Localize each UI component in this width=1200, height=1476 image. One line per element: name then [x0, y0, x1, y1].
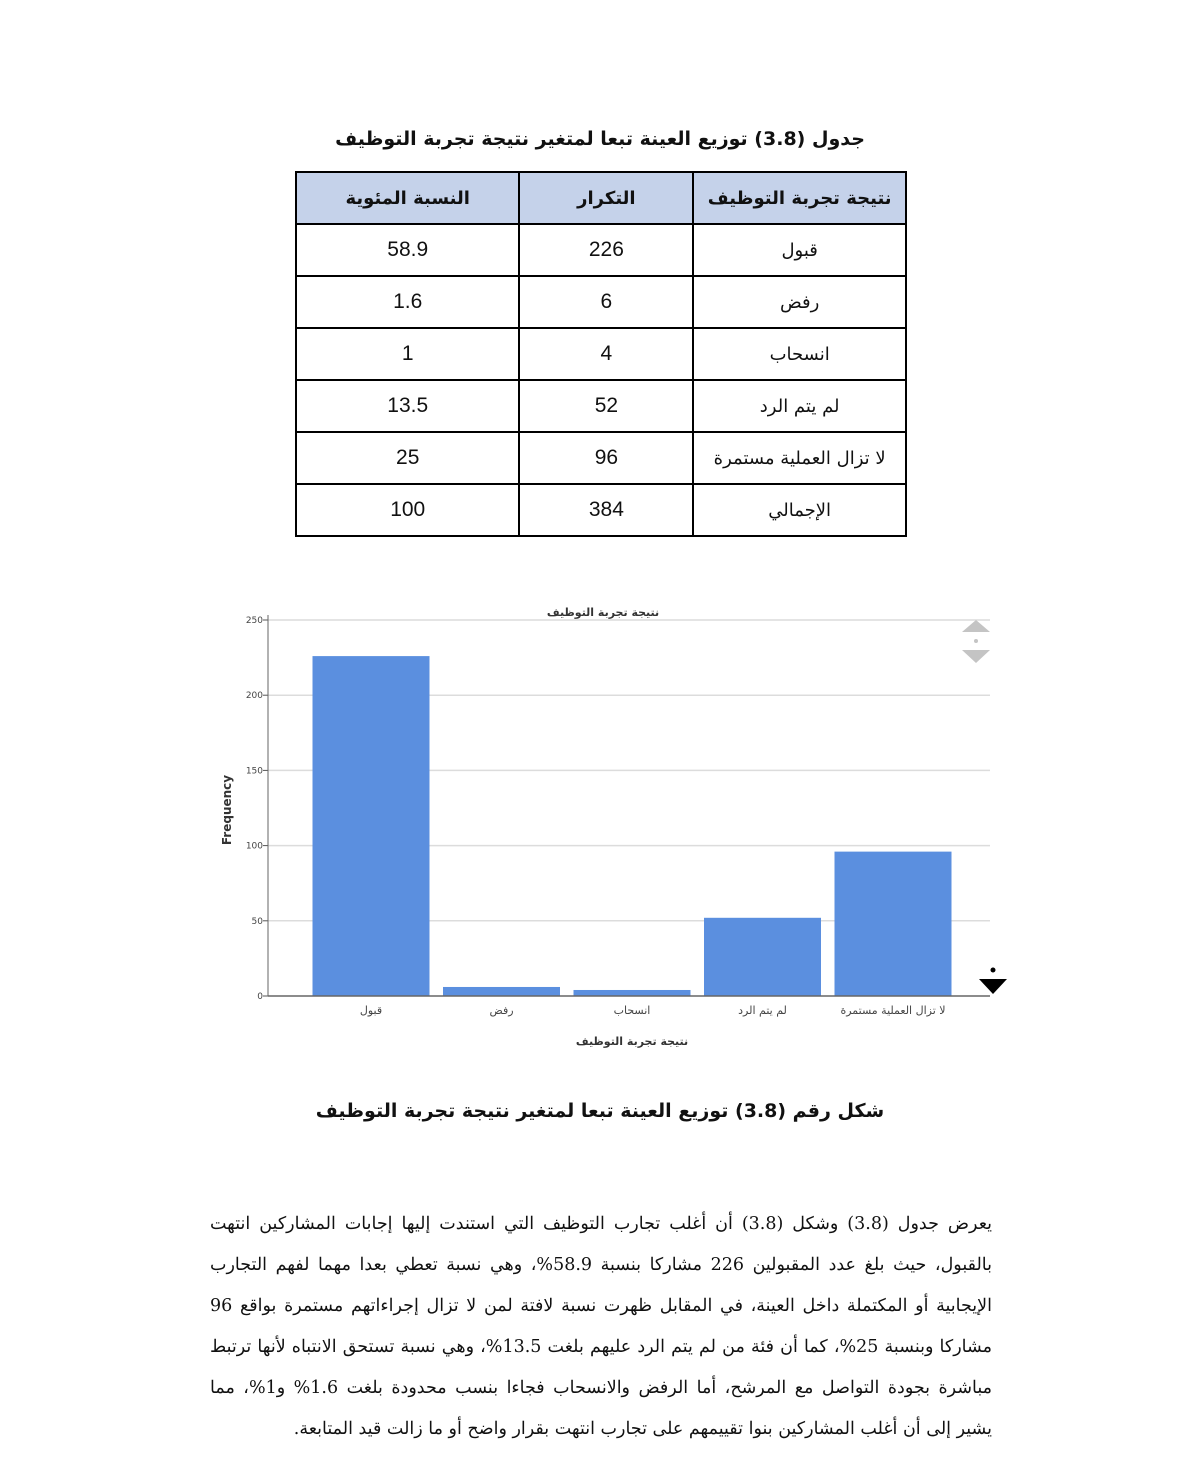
table-row — [296, 276, 906, 328]
triangle-down-icon — [962, 650, 990, 663]
table-caption: جدول (3.8) توزيع العينة تبعا لمتغير نتيجة تجربة التوظيف — [335, 128, 865, 150]
bar-chart — [200, 590, 1010, 1060]
cell-percent: 25 — [296, 432, 519, 484]
y-tick-label: 100 — [245, 841, 263, 852]
chart-svg — [200, 590, 1010, 1060]
bar — [704, 918, 821, 996]
header-category: نتيجة تجربة التوظيف — [693, 172, 906, 224]
cell-percent: 1.6 — [296, 276, 519, 328]
chart-title: نتيجة تجربة التوظيف — [546, 606, 660, 619]
triangle-up-icon — [962, 620, 990, 632]
y-tick-label: 250 — [245, 616, 263, 626]
table-row-total — [296, 484, 906, 536]
cell-percent: 1 — [296, 328, 519, 380]
x-tick-label: رفض — [489, 1004, 514, 1017]
cell-category: رفض — [693, 276, 906, 328]
cell-category: لم يتم الرد — [693, 380, 906, 432]
bar — [835, 852, 952, 996]
cell-frequency: 52 — [519, 380, 693, 432]
figure-caption: شكل رقم (3.8) توزيع العينة تبعا لمتغير نتيجة تجربة التوظيف — [315, 1100, 885, 1122]
x-tick-label: لا تزال العملية مستمرة — [840, 1004, 946, 1017]
table-header-row — [296, 172, 906, 224]
scroll-handle-icon[interactable] — [962, 620, 990, 663]
cell-frequency: 6 — [519, 276, 693, 328]
x-tick-label: قبول — [359, 1004, 383, 1017]
distribution-table — [295, 171, 907, 537]
y-tick-label: 150 — [245, 766, 263, 777]
cell-percent: 13.5 — [296, 380, 519, 432]
bar — [574, 990, 691, 996]
cell-percent: 100 — [296, 484, 519, 536]
table-row — [296, 224, 906, 276]
arrow-dot-icon — [991, 968, 996, 973]
header-percent: النسبة المئوية — [296, 172, 519, 224]
cell-frequency: 384 — [519, 484, 693, 536]
body-paragraph: يعرض جدول (3.8) وشكل (3.8) أن أغلب تجارب التوظيف التي استندت إليها إجابات المشاركين انتهت بالقبول، حيث بلغ عدد المقبولين 226 مشاركا بنسبة 58.9%، وهي نسبة تعطي بعدا مهما لفهم التجارب الإيجابية أو المكتملة داخل العينة، في المقابل ظهرت نسبة لافتة لمن لا تزال إجراءاتهم مستمرة بواقع 96 مشاركا وبنسبة 25%، كما أن فئة من لم يتم الرد عليهم بلغت 13.5%، وهي نسبة تستحق الانتباه لأنها ترتبط مباشرة بجودة التواصل مع المرشح، أما الرفض والانسحاب فجاءا بنسب محدودة بلغت 1.6% و1%، مما يشير إلى أن أغلب المشاركين بنوا تقييمهم على تجارب انتهت بقرار واضح أو ما زالت قيد المتابعة. — [210, 1214, 993, 1439]
x-tick-label: لم يتم الرد — [738, 1004, 787, 1017]
cell-percent: 58.9 — [296, 224, 519, 276]
cell-frequency: 4 — [519, 328, 693, 380]
table-row — [296, 380, 906, 432]
chart-bars — [313, 656, 952, 996]
cell-frequency: 96 — [519, 432, 693, 484]
x-tick-label: انسحاب — [613, 1004, 651, 1017]
y-axis-label: Frequency — [220, 774, 234, 846]
y-tick-label: 200 — [245, 691, 263, 702]
cell-category: الإجمالي — [693, 484, 906, 536]
resize-arrow-icon[interactable] — [979, 968, 1007, 995]
cell-category: قبول — [693, 224, 906, 276]
cell-category: لا تزال العملية مستمرة — [693, 432, 906, 484]
cell-category: انسحاب — [693, 328, 906, 380]
arrow-down-icon — [979, 979, 1007, 994]
handle-dot-icon — [974, 639, 978, 643]
header-frequency: التكرار — [519, 172, 693, 224]
y-tick-label: 0 — [257, 992, 263, 1002]
bar — [313, 656, 430, 996]
cell-frequency: 226 — [519, 224, 693, 276]
table-row — [296, 432, 906, 484]
x-axis-label: نتيجة تجربة التوظيف — [575, 1035, 689, 1048]
y-tick-label: 50 — [251, 916, 263, 927]
table-row — [296, 328, 906, 380]
bar — [443, 987, 560, 996]
